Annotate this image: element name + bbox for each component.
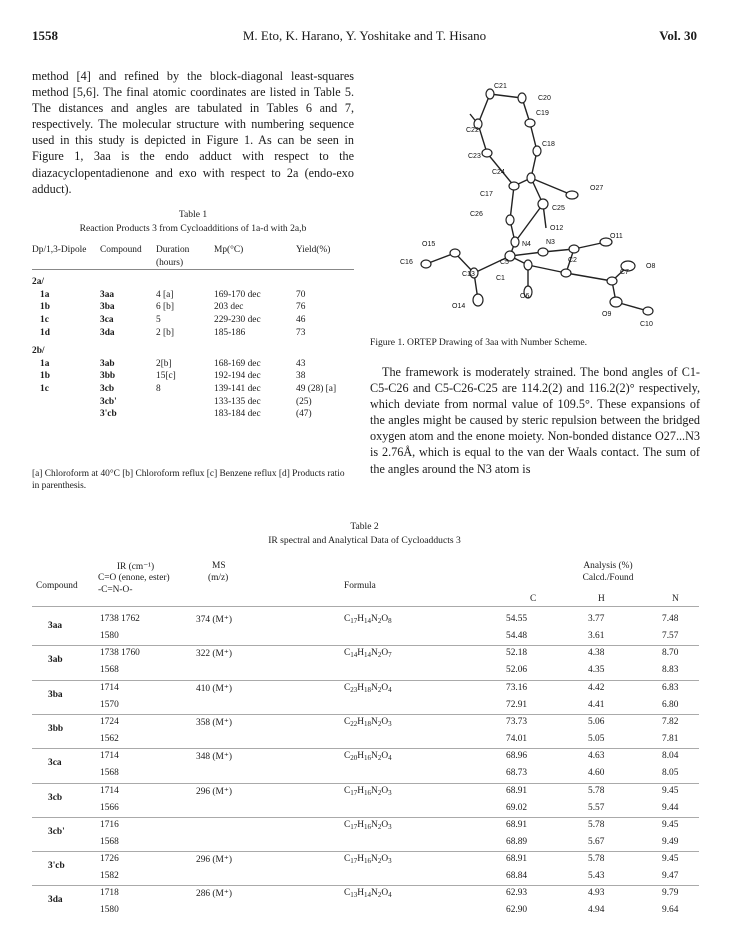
atom-label: O11	[610, 233, 623, 240]
calcd-n: 9.45	[662, 785, 679, 796]
table-row	[32, 408, 354, 421]
formula-element: C	[344, 819, 351, 830]
atom-label: O6	[520, 293, 530, 300]
formula-element: C	[344, 854, 351, 865]
table2-row-divider	[32, 680, 699, 681]
ir-cno: 1568	[100, 836, 119, 847]
formula-subscript: 14	[350, 651, 358, 660]
table-cell: 2[b]	[156, 358, 172, 369]
table-cell: 2 [b]	[156, 327, 174, 338]
formula	[344, 786, 392, 797]
table1-col-mp: Mp(°C)	[214, 244, 296, 270]
table2-col-c: C	[530, 594, 537, 604]
formula-element: C	[344, 751, 351, 762]
table1-group-label: 2a/	[32, 277, 44, 288]
formula-subscript: 17	[350, 822, 358, 831]
table1-col-compound: Compound	[100, 244, 156, 270]
found-c: 54.48	[506, 631, 528, 641]
atom-label: O12	[550, 225, 564, 232]
formula-element: O	[381, 888, 389, 899]
ir-carbonyl: 1714	[100, 751, 119, 762]
formula-element: H	[357, 682, 365, 693]
table-cell: 70	[296, 289, 306, 300]
formula-subscript: 2	[377, 617, 382, 625]
calcd-c: 73.16	[506, 682, 528, 693]
table1-col-yield: Yield(%)	[296, 244, 354, 270]
table2-col-compound: Compound	[36, 581, 78, 591]
table1-caption: Reaction Products 3 from Cycloadditions of 1a-d with 2a,b	[79, 223, 307, 234]
ir-cno: 1570	[100, 699, 119, 710]
found-h: 4.60	[588, 768, 605, 779]
calcd-n: 7.48	[662, 614, 679, 624]
atom-ellipses	[421, 89, 656, 315]
found-n: 7.57	[662, 631, 679, 641]
atom-label: C26	[470, 211, 483, 218]
volume-label: Vol. 30	[659, 28, 697, 43]
ms-value: 296 (M⁺)	[196, 855, 232, 866]
formula-subscript: 17	[350, 857, 358, 866]
formula-subscript: 22	[350, 719, 358, 728]
atom-label: C22	[466, 127, 479, 134]
formula-subscript: 2	[377, 651, 382, 660]
table1-group-row	[32, 339, 354, 358]
calcd-n: 8.70	[662, 648, 679, 659]
table-row	[32, 370, 354, 383]
table1-footnote: [a] Chloroform at 40°C [b] Chloroform reflux [c] Benzene reflux [d] Products ratio in parenthesis.	[32, 469, 345, 491]
formula-subscript: 2	[377, 754, 382, 763]
table-cell: 46	[296, 314, 306, 325]
table2-row-divider	[32, 645, 699, 646]
table-cell	[32, 408, 100, 421]
table2-col-ir: IR (cm⁻¹)	[116, 562, 155, 572]
table-cell: 3ba	[100, 302, 115, 313]
found-h: 4.35	[588, 665, 605, 676]
found-c: 52.06	[506, 665, 528, 676]
table1-title: Table 1	[178, 209, 208, 220]
table-cell: 6 [b]	[156, 302, 174, 313]
table-cell	[156, 408, 214, 421]
formula-element: N	[371, 785, 378, 796]
paragraph: The framework is moderately strained. The bond angles of C1-C5-C26 and C5-C26-C25 are 114.2(2) and 116.2(2)° respectively, which deviate from normal value of 109.5°. These expansions of the angles might be caused by steric repulsion between the bridged oxygen atom and the enone moiety. Non-bonded distance O27...N3 is 2.76Å, which is equal to the van der Waals contact. The sum of the angles around the N3 atom is	[370, 365, 700, 476]
calcd-n: 9.45	[662, 819, 679, 830]
formula-element: N	[371, 751, 378, 762]
found-n: 6.80	[662, 699, 679, 710]
formula-element: C	[344, 716, 351, 727]
calcd-n: 8.04	[662, 751, 679, 762]
table-cell: 49 (28) [a]	[296, 383, 337, 394]
table-row	[32, 358, 354, 371]
ms-value: 358 (M⁺)	[196, 717, 232, 728]
figure1-caption: Figure 1. ORTEP Drawing of 3aa with Number Scheme.	[370, 337, 588, 348]
found-h: 5.05	[588, 733, 605, 744]
compound-id: 3aa	[48, 621, 63, 631]
formula-subscript: 14	[364, 617, 372, 625]
atom-label: C21	[494, 83, 507, 90]
table-cell: 1b	[40, 371, 50, 382]
formula-subscript: 16	[364, 857, 372, 866]
table2-col-ms-sub: (m/z)	[208, 573, 229, 583]
calcd-h: 4.93	[588, 888, 605, 899]
table-cell: 1a	[40, 358, 50, 369]
table-cell	[156, 396, 214, 409]
ir-cno: 1568	[100, 665, 119, 676]
found-c: 62.90	[506, 905, 528, 916]
calcd-h: 4.42	[588, 682, 605, 693]
paragraph: method [4] and refined by the block-diagonal least-squares method [5,6]. The final atomic coordinates are listed in Table 5. The distances and angles are tabulated in Tables 6 and 7, respectively. The molecular structure with numbering sequence used in this study is depicted in Figure 1. As can be seen in Figure 1, 3aa is the endo adduct with respect to the diazacyclopentadienone and exo with respect to 2a (endo-exo adduct).	[32, 69, 354, 196]
formula-element: O	[381, 614, 389, 624]
atom-label: C5	[500, 259, 509, 266]
formula	[344, 683, 392, 694]
formula-subscript: 4	[388, 685, 392, 694]
found-h: 4.41	[588, 699, 605, 710]
table-cell	[32, 396, 100, 409]
table-cell: 15[c]	[156, 371, 176, 382]
atom-label: O9	[602, 311, 612, 318]
found-n: 8.83	[662, 665, 679, 676]
formula-subscript: 18	[364, 685, 372, 694]
calcd-c: 68.91	[506, 854, 528, 865]
ir-carbonyl: 1716	[100, 819, 119, 830]
table2-row-divider	[32, 885, 699, 886]
found-c: 68.73	[506, 768, 528, 779]
table-row	[32, 327, 354, 340]
table-cell: 3cb'	[100, 396, 117, 407]
formula-subscript: 2	[377, 685, 382, 694]
atom-label: C13	[462, 271, 475, 278]
ir-cno: 1568	[100, 768, 119, 779]
formula-element: H	[357, 854, 365, 865]
calcd-c: 68.91	[506, 819, 528, 830]
table-cell: 8	[156, 383, 161, 394]
formula-element: H	[357, 751, 365, 762]
formula-element: N	[371, 614, 378, 624]
atom-label: C19	[536, 110, 549, 117]
formula-element: N	[371, 854, 378, 865]
left-column-text	[32, 68, 354, 197]
table-row	[32, 314, 354, 327]
calcd-h: 3.77	[588, 614, 605, 624]
table-row	[32, 289, 354, 302]
ir-carbonyl: 1724	[100, 716, 119, 727]
table-cell: 139-141 dec	[214, 383, 261, 394]
formula-subscript: 18	[364, 719, 372, 728]
formula-subscript: 14	[364, 651, 372, 660]
ir-cno: 1562	[100, 733, 119, 744]
formula	[344, 648, 392, 659]
right-column-text	[370, 364, 700, 477]
table-cell: 38	[296, 371, 306, 382]
formula-element: N	[371, 682, 378, 693]
table-cell: (47)	[296, 409, 312, 420]
calcd-c: 54.55	[506, 614, 528, 624]
found-c: 74.01	[506, 733, 528, 744]
table1-header-row	[32, 244, 354, 270]
formula-subscript: 3	[388, 822, 392, 831]
ir-cno: 1580	[100, 905, 119, 916]
table2-col-ir-sub1: C=O (enone, ester)	[98, 573, 170, 583]
table2-col-analysis-sub: Calcd./Found	[582, 573, 634, 583]
ir-carbonyl: 1726	[100, 854, 119, 865]
calcd-h: 5.78	[588, 785, 605, 796]
found-h: 5.57	[588, 802, 605, 813]
formula-element: O	[381, 854, 389, 865]
formula-element: O	[381, 819, 389, 830]
atom-label: C2	[568, 257, 577, 264]
calcd-h: 5.06	[588, 716, 605, 727]
table-cell: 3aa	[100, 289, 115, 300]
table-cell: 203 dec	[214, 302, 244, 313]
table-cell: 73	[296, 327, 306, 338]
table2-header-rule	[32, 606, 699, 607]
calcd-h: 5.78	[588, 819, 605, 830]
formula-subscript: 16	[364, 788, 372, 797]
atom-label: O27	[590, 185, 604, 192]
ir-carbonyl: 1714	[100, 785, 119, 796]
table-cell: 168-169 dec	[214, 358, 261, 369]
table2-row-divider	[32, 748, 699, 749]
found-c: 69.02	[506, 802, 528, 813]
table-cell: 185-186	[214, 327, 246, 338]
table-cell: 1a	[40, 289, 50, 300]
found-n: 9.44	[662, 802, 679, 813]
calcd-c: 73.73	[506, 716, 528, 727]
atom-label: C25	[552, 205, 565, 212]
ortep-figure	[370, 68, 710, 328]
ms-value: 374 (M⁺)	[196, 615, 232, 625]
table2-col-formula: Formula	[344, 581, 376, 591]
atom-label: C18	[542, 141, 555, 148]
table2-row-divider	[32, 783, 699, 784]
atom-label: N3	[546, 239, 555, 246]
calcd-c: 52.18	[506, 648, 528, 659]
ir-cno: 1566	[100, 802, 119, 813]
ms-value: 296 (M⁺)	[196, 786, 232, 797]
table-cell: 3da	[100, 327, 115, 338]
compound-id: 3ab	[48, 655, 63, 666]
formula	[344, 820, 392, 831]
found-h: 3.61	[588, 631, 605, 641]
formula-element: O	[381, 682, 389, 693]
table-row	[32, 396, 354, 409]
calcd-h: 4.63	[588, 751, 605, 762]
formula-subscript: 16	[364, 822, 372, 831]
table2-col-h: H	[598, 594, 605, 604]
formula-element: N	[371, 819, 378, 830]
table1	[32, 244, 354, 421]
atom-label: C20	[538, 95, 551, 102]
table2-row-divider	[32, 817, 699, 818]
table-cell: 3cb	[100, 383, 115, 394]
found-h: 5.67	[588, 836, 605, 847]
table1-col-duration: Duration (hours)	[156, 244, 214, 270]
formula-subscript: 3	[388, 857, 392, 866]
table2-row-divider	[32, 851, 699, 852]
table1-group-row	[32, 270, 354, 289]
formula-subscript: 17	[350, 617, 358, 625]
formula-subscript: 3	[388, 788, 392, 797]
table2-col-ir-sub2: -C=N-O-	[98, 585, 133, 595]
formula-subscript: 20	[350, 754, 358, 763]
calcd-h: 4.38	[588, 648, 605, 659]
running-authors: M. Eto, K. Harano, Y. Yoshitake and T. Hisano	[242, 28, 487, 43]
formula-element: C	[344, 785, 351, 796]
formula-element: O	[381, 716, 389, 727]
formula-element: N	[371, 716, 378, 727]
formula-element: H	[357, 716, 365, 727]
page-number: 1558	[32, 28, 58, 43]
calcd-h: 5.78	[588, 854, 605, 865]
ir-carbonyl: 1718	[100, 888, 119, 899]
table-cell: 4 [a]	[156, 289, 174, 300]
atom-label: C1	[496, 275, 505, 282]
atom-label: C24	[492, 169, 505, 176]
compound-id: 3cb	[48, 792, 63, 803]
table2-col-analysis: Analysis (%)	[583, 561, 633, 571]
formula-subscript: 23	[350, 685, 358, 694]
found-c: 68.89	[506, 836, 528, 847]
formula-subscript: 16	[364, 754, 372, 763]
formula-subscript: 7	[388, 651, 392, 660]
formula-element: O	[381, 785, 389, 796]
atom-label: C23	[468, 153, 481, 160]
formula-subscript: 17	[350, 788, 358, 797]
calcd-n: 6.83	[662, 682, 679, 693]
ir-carbonyl: 1738 1760	[100, 648, 140, 659]
ir-carbonyl: 1714	[100, 682, 119, 693]
table1-group-label: 2b/	[32, 346, 45, 357]
compound-id: 3'cb	[48, 861, 65, 872]
ms-value: 322 (M⁺)	[196, 649, 232, 660]
found-n: 9.47	[662, 871, 679, 882]
table2-caption: IR spectral and Analytical Data of Cycloadducts 3	[268, 535, 461, 546]
formula-subscript: 2	[377, 788, 382, 797]
formula-subscript: 4	[388, 891, 392, 900]
table-cell: 183-184 dec	[214, 409, 261, 420]
table-cell: 76	[296, 302, 306, 313]
formula	[344, 751, 392, 762]
atom-label: N4	[522, 241, 531, 248]
table-cell: 169-170 dec	[214, 289, 261, 300]
table-cell: (25)	[296, 396, 312, 407]
ms-value: 286 (M⁺)	[196, 889, 232, 900]
calcd-c: 62.93	[506, 888, 528, 899]
calcd-n: 7.82	[662, 716, 679, 727]
formula	[344, 888, 392, 899]
compound-id: 3ba	[48, 689, 63, 700]
formula-element: N	[371, 648, 378, 659]
formula-element: C	[344, 888, 351, 899]
table-cell: 3ab	[100, 358, 115, 369]
formula-element: H	[357, 648, 365, 659]
calcd-c: 68.96	[506, 751, 528, 762]
compound-id: 3cb'	[48, 826, 65, 837]
atom-label: C16	[400, 259, 413, 266]
table-cell: 192-194 dec	[214, 371, 261, 382]
formula	[344, 614, 392, 625]
table2-title: Table 2	[350, 521, 379, 532]
formula-element: H	[357, 819, 365, 830]
atom-label: O15	[422, 241, 436, 248]
found-n: 9.64	[662, 905, 679, 916]
formula-element: H	[357, 785, 365, 796]
atom-label: C17	[480, 191, 493, 198]
table2-row-divider	[32, 714, 699, 715]
formula-subscript: 2	[377, 891, 382, 900]
table-cell: 1c	[40, 383, 49, 394]
formula-subscript: 14	[364, 891, 372, 900]
table-cell: 3bb	[100, 371, 116, 382]
table-cell: 133-135 dec	[214, 396, 261, 407]
formula-element: C	[344, 614, 351, 624]
table2-col-n: N	[672, 594, 679, 604]
formula-subscript: 3	[388, 719, 392, 728]
atom-label: O8	[646, 263, 656, 270]
formula-element: C	[344, 682, 351, 693]
found-h: 5.43	[588, 871, 605, 882]
ms-value: 348 (M⁺)	[196, 752, 232, 763]
table1-col-dipole: Dp/1,3-Dipole	[32, 244, 100, 270]
table-row	[32, 383, 354, 396]
table-cell: 1d	[40, 327, 50, 338]
found-n: 7.81	[662, 733, 679, 744]
found-n: 8.05	[662, 768, 679, 779]
found-c: 68.84	[506, 871, 528, 882]
table2-col-ms: MS	[212, 561, 226, 571]
compound-id: 3bb	[48, 723, 64, 734]
formula-subscript: 13	[350, 891, 358, 900]
formula-element: O	[381, 751, 389, 762]
formula-subscript: 2	[377, 857, 382, 866]
table-row	[32, 301, 354, 314]
formula-element: H	[357, 614, 365, 624]
table-cell: 3ca	[100, 314, 114, 325]
ir-cno: 1582	[100, 871, 119, 882]
formula	[344, 717, 392, 728]
formula-element: C	[344, 648, 351, 659]
compound-id: 3da	[48, 895, 63, 906]
table-cell: 1c	[40, 314, 49, 325]
formula-subscript: 2	[377, 822, 382, 831]
table-cell: 229-230 dec	[214, 314, 261, 325]
table-cell: 5	[156, 314, 161, 325]
ir-carbonyl: 1738 1762	[100, 614, 140, 624]
ms-value: 410 (M⁺)	[196, 683, 232, 694]
compound-id: 3ca	[48, 758, 62, 769]
found-n: 9.49	[662, 836, 679, 847]
formula-element: H	[357, 888, 365, 899]
table-cell: 3'cb	[100, 409, 117, 420]
formula-subscript: 4	[388, 754, 392, 763]
atom-label: O14	[452, 303, 466, 310]
table-cell: 43	[296, 358, 306, 369]
formula-subscript: 2	[377, 719, 382, 728]
calcd-c: 68.91	[506, 785, 528, 796]
ir-cno: 1580	[100, 631, 119, 641]
formula-subscript: 8	[388, 617, 392, 625]
formula-element: N	[371, 888, 378, 899]
calcd-n: 9.45	[662, 854, 679, 865]
atom-label: C10	[640, 321, 653, 328]
table-cell: 1b	[40, 302, 50, 313]
formula-element: O	[381, 648, 389, 659]
atom-label: C7	[620, 269, 629, 276]
formula	[344, 854, 392, 865]
calcd-n: 9.79	[662, 888, 679, 899]
found-h: 4.94	[588, 905, 605, 916]
found-c: 72.91	[506, 699, 528, 710]
